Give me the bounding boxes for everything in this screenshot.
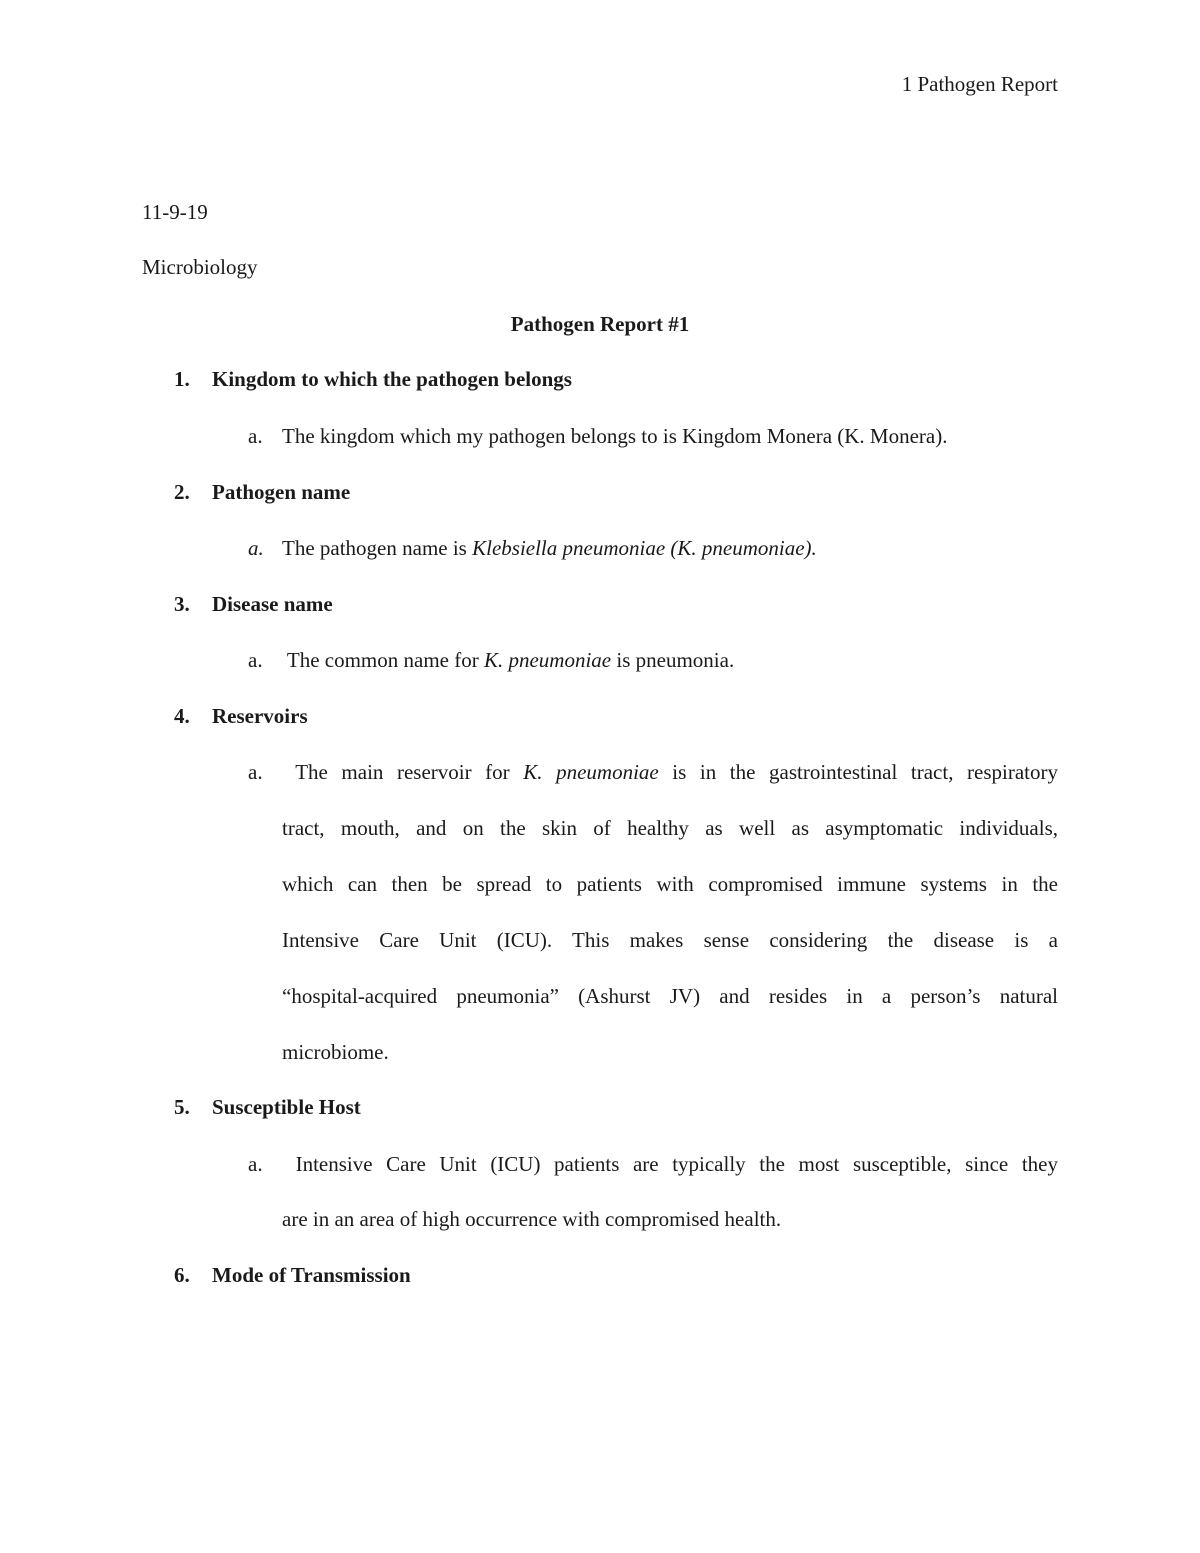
item-text: The kingdom which my pathogen belongs to is Kingdom Monera (K. Monera).	[282, 424, 948, 448]
course-line: Microbiology	[142, 255, 258, 279]
section-heading: Kingdom to which the pathogen belongs	[212, 367, 572, 391]
section-number: 4.	[174, 704, 190, 728]
running-head: 1 Pathogen Report	[901, 72, 1058, 96]
date-line: 11-9-19	[142, 200, 208, 224]
section-number: 5.	[174, 1095, 190, 1119]
species-italic: K. pneumoniae	[483, 648, 612, 672]
item-text	[282, 536, 817, 561]
paragraph-line: which can then be spread to patients with compromised immune systems in the	[282, 872, 1058, 896]
item-letter: a.	[248, 760, 263, 784]
item-letter: a.	[248, 536, 264, 560]
item-text-prefix: The common name for	[282, 648, 484, 672]
paragraph-line: microbiome.	[282, 1040, 389, 1064]
paragraph-line: Intensive Care Unit (ICU) patients are typically the most susceptible, since they	[282, 1152, 1058, 1176]
paragraph-line	[282, 760, 1058, 785]
section-number: 6.	[174, 1263, 190, 1287]
section-number: 2.	[174, 480, 190, 504]
section-heading: Mode of Transmission	[212, 1263, 411, 1287]
section-heading: Reservoirs	[212, 704, 308, 728]
line-prefix: The main reservoir for	[282, 760, 524, 784]
paragraph-line: “hospital-acquired pneumonia” (Ashurst JV) and resides in a person’s natural	[282, 984, 1058, 1008]
paragraph-line: tract, mouth, and on the skin of healthy as well as asymptomatic individuals,	[282, 816, 1058, 840]
section-heading: Susceptible Host	[212, 1095, 361, 1119]
item-text-prefix: The pathogen name is	[282, 536, 473, 560]
section-heading: Pathogen name	[212, 480, 351, 504]
item-text	[282, 648, 734, 673]
item-letter: a.	[248, 648, 263, 672]
pathogen-name-italic: Klebsiella pneumoniae (K. pneumoniae).	[472, 536, 817, 560]
paragraph-line: Intensive Care Unit (ICU). This makes sense considering the disease is a	[282, 928, 1058, 952]
item-letter: a.	[248, 1152, 263, 1176]
section-number: 3.	[174, 592, 190, 616]
section-number: 1.	[174, 367, 190, 391]
item-letter: a.	[248, 424, 263, 448]
paragraph-line: are in an area of high occurrence with compromised health.	[282, 1207, 782, 1231]
species-italic: K. pneumoniae	[523, 760, 659, 784]
section-heading: Disease name	[212, 592, 333, 616]
document-title: Pathogen Report #1	[510, 312, 690, 336]
item-text-suffix: is pneumonia.	[611, 648, 735, 672]
line-suffix: is in the gastrointestinal tract, respiratory	[658, 760, 1058, 784]
